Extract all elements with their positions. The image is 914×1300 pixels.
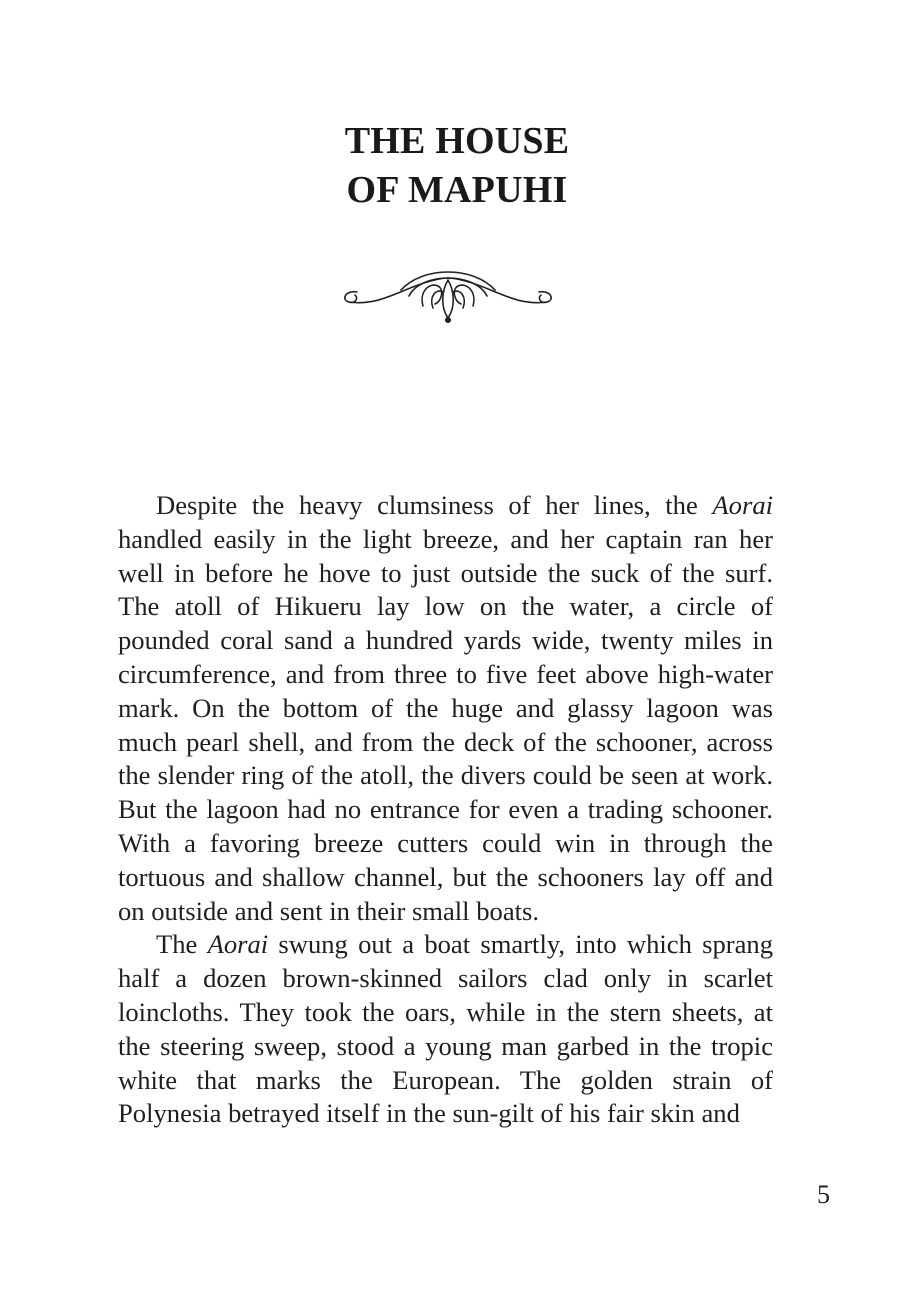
paragraph-2-text-rest: swung out a boat smartly, into which sprang half a dozen brown-skinned sailors clad only in scarlet loincloths. They took the oars, while in the stern sheets, at the steering sweep, stood a young man garbed in the tropic white that marks the European. The golden strain of Polynesia betrayed itself in the sun-gilt of his fair skin and [118, 929, 774, 1129]
paragraph-1-text-rest: handled easily in the light breeze, and her captain ran her well in before he hove to just outside the suck of the surf. The atoll of Hikueru lay low on the water, a circle of pounded coral sand a hundred yards wide, twenty miles in circumference, and from three to five feet above high-water mark. On the bottom of the huge and glassy lagoon was much pearl shell, and from the deck of the schooner, across the slender ring of the atoll, the divers could be seen at work. But the lagoon had no entrance for even a trading schooner. With a favoring breeze cutters could win in through the tortuous and shallow channel, but the schooners lay off and on outside and sent in their small boats. [118, 523, 773, 926]
chapter-title-line-1: THE HOUSE [344, 120, 570, 162]
chapter-title [0, 117, 914, 215]
paragraph-1 [118, 489, 773, 928]
page-number: 5 [817, 1180, 830, 1209]
body-text [118, 489, 773, 1131]
ship-name-italic: Aorai [207, 929, 269, 960]
flourish-ornament-icon [337, 262, 559, 326]
paragraph-2-text-start: The [156, 929, 208, 960]
paragraph-2 [118, 928, 773, 1131]
ship-name-italic: Aorai [712, 490, 773, 520]
chapter-title-line-2: OF MAPUHI [346, 169, 568, 211]
paragraph-1-text-start: Despite the heavy clumsiness of her lines, the [156, 490, 713, 520]
